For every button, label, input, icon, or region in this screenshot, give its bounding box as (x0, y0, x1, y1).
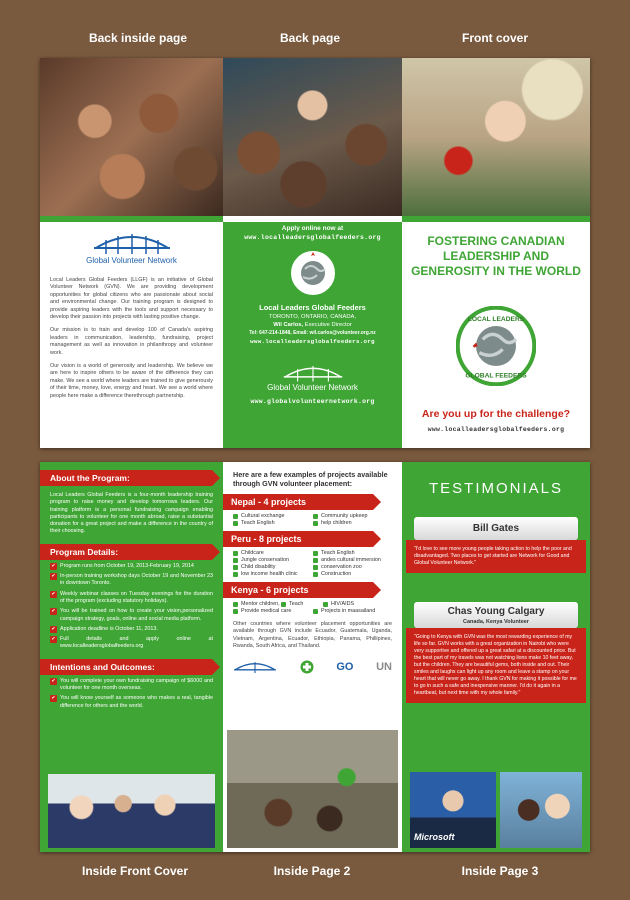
testimonial-quote: "Going to Kenya with GVN was the most rewarding experience of my life so far. GVN works with a great organization in Nairobi who were very supportive and offered up a great safari at a discounted price. But the best part of my travels was not watching lions make 10 feet away, but the children. They are beautiful gems, both inside and out. Their smiles and laughs can light up any room and leave a stamp on your heart that will never go away. I thank GVN for making it possible for me to go in such a safe and inexpensive manner. I'd do it again in a heartbeat, but next time with my whole family." (406, 628, 586, 703)
project-item: Teach English (233, 520, 307, 526)
project-item: Provide medical care (233, 608, 307, 614)
about-paragraph-3: Our vision is a world of generosity and leadership. We believe we are here to inspire others to be aware of the difference they can make. We see a world where leaders are trained to give generously of their time, money, love, energy and heart. We see a world where people here make a difference therethrough partnership. (50, 363, 213, 399)
project-item: Mentor children, (233, 601, 275, 607)
project-nepal-header: Nepal - 4 projects (223, 494, 373, 510)
project-kenya-header: Kenya - 6 projects (223, 582, 373, 598)
llgf-website-link-2[interactable]: www.localleadersglobalfeeders.org (250, 338, 375, 345)
detail-item: ✔ You will be trained on how to create your vision,personalized campaign strategy, goals, online and social media platform. (50, 608, 213, 623)
detail-item[interactable]: ✔ Full details and apply online at www.localleadersglobalfeeders.org (50, 636, 213, 651)
photo-girl-with-balloon (402, 58, 590, 216)
label-inside-front: Inside Front Cover (81, 864, 188, 878)
photo-children-waving (40, 58, 223, 216)
contact-name: Wil Carlos, (273, 322, 304, 328)
project-item: Jungle conservation (233, 557, 307, 563)
project-nepal (233, 494, 392, 526)
panel-inside-front (40, 462, 223, 852)
detail-item: ✔ Application deadline is October 11, 2013. (50, 626, 213, 633)
cover-title: FOSTERING CANADIAN LEADERSHIP AND GENEROSITY IN THE WORLD (411, 234, 581, 278)
seal-bottom-text: GLOBAL FEEDERS (465, 372, 527, 380)
photo-volunteers-group (48, 774, 215, 848)
panel-inside-3 (402, 462, 590, 852)
panel-front-cover (402, 58, 590, 448)
label-front: Front cover (461, 31, 528, 45)
testimonial-subtitle: Canada, Kenya Volunteer (463, 619, 529, 625)
testimonial-name: Bill Gates (414, 517, 578, 540)
testimonial-chas-young (414, 602, 578, 703)
outcome-item: ✔ You will know yourself as someone who makes a real, tangible difference for others and the world. (50, 695, 213, 710)
label-back: Back page (279, 31, 341, 45)
project-item: Childcare (233, 550, 307, 556)
org-name: Local Leaders Global Feeders (259, 303, 366, 312)
gvn-bridge-icon-white (278, 363, 348, 383)
outcomes-list (50, 678, 213, 710)
detail-item: ✔ Program runs from October 19, 2013-February 19, 2014 (50, 563, 213, 570)
project-peru (233, 531, 392, 577)
about-paragraph-1: Local Leaders Global Feeders (LLGF) is an initiative of Global Volunteer Network (GVN). We are providing development opportunities for global citizens who are passionate about social and environmental change. Our training program is designed to provide aspiring leaders with the tools and support necessary to develop their passion into projects with lasting positive change. (50, 277, 213, 321)
partner-logos (233, 659, 392, 675)
un-logo: UN (376, 660, 392, 673)
contact-role: Executive Director (303, 322, 352, 328)
llgf-seal-icon (289, 249, 337, 297)
projects-intro: Here are a few examples of projects available through GVN volunteer placement: (233, 470, 388, 488)
cover-website-link[interactable]: www.localleadersglobalfeeders.org (427, 426, 565, 433)
detail-item: ✔ In-person training workshop days October 19 and November 23 in downtown Toronto. (50, 573, 213, 588)
other-countries-text: Other countries where volunteer placement opportunities are available through GVN include Ecuador, Guatemala, Uganda, Vietnam, Argentina, Ecuador, Ethiopia, Panama, Phillipines, Rwanda, South Africa, and Thailand. (233, 621, 392, 650)
testimonial-name: Chas Young Calgary (447, 606, 545, 617)
project-kenya (233, 582, 392, 614)
photo-classroom (227, 730, 398, 848)
project-item: conservation zoo (313, 564, 387, 570)
gvn-name: Global Volunteer Network (86, 256, 177, 265)
gvn-bridge-icon (92, 230, 172, 256)
label-inside-3: Inside Page 3 (461, 864, 539, 878)
project-item: Teach English (313, 550, 387, 556)
gvn-block (50, 230, 213, 400)
testimonial-bill-gates (414, 517, 578, 573)
project-item: Child disability (233, 564, 307, 570)
cover-challenge: Are you up for the challenge? (421, 408, 571, 420)
outcome-item: ✔ You will complete your own fundraising campaign of $6000 and volunteer for one month overseas. (50, 678, 213, 693)
about-paragraph-2: Our mission is to train and develop 100 of Canada's aspiring leaders in communication, leadership, fundraising, project management as well as innovation in philanthropy and volunteer work. (50, 327, 213, 356)
photo-group-with-volunteer (223, 58, 402, 216)
program-details-list (50, 563, 213, 651)
photo-bill-gates (410, 772, 496, 848)
panel-back-inside (40, 58, 223, 448)
inner-sheet (40, 462, 590, 852)
project-item: Projects in maasailand (313, 608, 387, 614)
about-program-text: Local Leaders Global Feeders is a four-month leadership training program to raise money and develop tomorrows leaders. Our training platform is a personal fundraising campaign enabling participants to volunteer for one month abroad, raise a substantial donation for a great project and make a difference in the country of their choosing. (50, 492, 213, 535)
go-logo: GO (336, 660, 354, 673)
gvn-bridge-icon-small (233, 659, 277, 675)
panel-back (223, 58, 402, 448)
panel-inside-2 (223, 462, 402, 852)
org-city: TORONTO, ONTARIO, CANADA, (269, 314, 356, 320)
label-inside-2: Inside Page 2 (273, 864, 351, 878)
health-cross-icon (300, 660, 314, 674)
about-program-header: About the Program: (40, 470, 212, 486)
contact-phone-email[interactable]: Tel: 647-214-1848, Email: wil.carlos@volunteer.org.nz (249, 330, 376, 336)
program-details-header: Program Details: (40, 544, 212, 560)
project-item: help children (313, 520, 387, 526)
project-item: low income health clinic (233, 571, 307, 577)
project-item: Teach (281, 601, 317, 607)
microsoft-sign: Microsoft (414, 832, 455, 842)
project-item: Community upkeep (313, 513, 387, 519)
llgf-website-link[interactable]: www.localleadersglobalfeeders.org (244, 234, 381, 241)
project-item: Construction (313, 571, 387, 577)
project-item: andes cultural immersion (313, 557, 387, 563)
seal-top-text: LOCAL LEADERS (467, 316, 525, 323)
outer-sheet (40, 58, 590, 448)
intentions-header: Intentions and Outcomes: (40, 659, 212, 675)
detail-item: ✔ Weekly webinar classes on Tuesday evenings for the duration of the program (excluding statutory holidays). (50, 591, 213, 606)
gvn-website-link[interactable]: www.globalvolunteernetwork.org (250, 398, 375, 405)
testimonial-quote: "I'd love to see more young people taking action to help the poor and disadvantaged. Two places to get started are Network for Good and Global Volunteer Network." (406, 540, 586, 573)
project-peru-header: Peru - 8 projects (223, 531, 373, 547)
testimonials-title: TESTIMONIALS (428, 480, 564, 497)
llgf-seal-large-icon (456, 306, 536, 386)
label-back-inside: Back inside page (88, 31, 188, 45)
project-item: HIV/AIDS (323, 601, 393, 607)
project-item: Cultural exchange (233, 513, 307, 519)
gvn-name-back: Global Volunteer Network (267, 383, 358, 392)
apply-online-text: Apply online now at (281, 225, 344, 232)
photo-volunteer-with-child (500, 772, 582, 848)
